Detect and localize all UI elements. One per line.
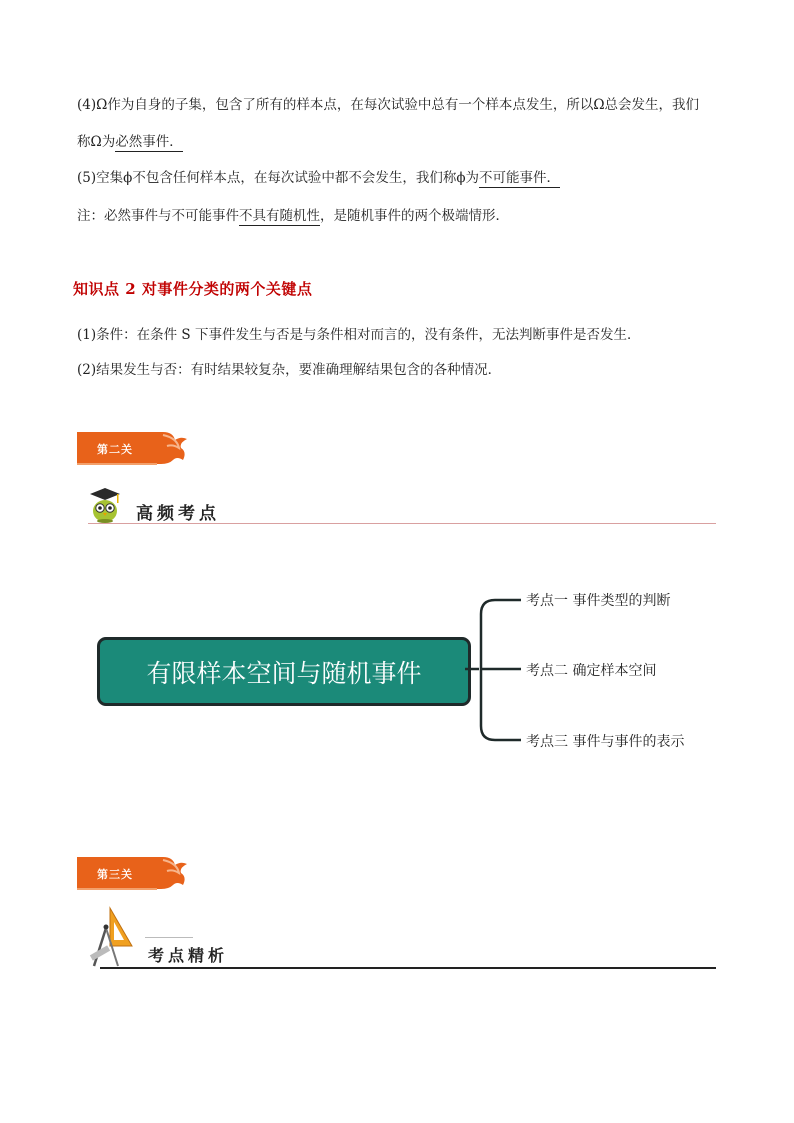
level-3-banner-label: 第三关 (97, 868, 133, 881)
section-divider-1 (88, 523, 716, 524)
mindmap-branch-3: 考点三 事件与事件的表示 (526, 734, 685, 750)
level-2-banner-label: 第二关 (97, 443, 133, 456)
knowledge-point-title: 知识点 2 对事件分类的两个关键点 (73, 280, 313, 298)
paragraph-4-line2 (77, 132, 183, 152)
knowledge-point-item-2: (2)结果发生与否：有时结果较复杂，要准确理解结果包含的各种情况． (77, 362, 502, 378)
note-suffix: ，是随机事件的两个极端情形． (320, 208, 509, 224)
mindmap-center-label: 有限样本空间与随机事件 (146, 658, 422, 688)
note-prefix: 注：必然事件与不可能事件 (77, 208, 239, 224)
owl-graduate-icon (87, 486, 123, 528)
banner-ribbon-icon (77, 855, 189, 891)
knowledge-point-item-1: (1)条件：在条件 S 下事件发生与否是与条件相对而言的，没有条件，无法判断事件是否发生． (77, 327, 641, 343)
section-accent-line (145, 937, 193, 938)
note-paragraph (77, 206, 509, 226)
section-title-analysis: 考点精析 (148, 946, 229, 965)
section-divider-2 (100, 967, 716, 969)
banner-ribbon-icon (77, 430, 189, 466)
paragraph-5 (77, 168, 560, 188)
level-2-banner (77, 430, 189, 466)
section-title-high-frequency: 高频考点 (136, 504, 220, 524)
mindmap-branch-2: 考点二 确定样本空间 (526, 663, 657, 679)
paragraph-4-line1: (4)Ω作为自身的子集，包含了所有的样本点，在每次试验中总有一个样本点发生，所以Ω总会发生，我们 (77, 97, 700, 113)
mindmap-connectors (465, 590, 535, 750)
mindmap-center-node (97, 637, 471, 706)
paragraph-5-prefix: (5)空集ϕ不包含任何样本点，在每次试验中都不会发生，我们称ϕ为 (77, 170, 480, 186)
term-no-randomness: 不具有随机性 (239, 208, 320, 224)
term-certain-event: 必然事件． (115, 134, 183, 150)
paragraph-4-prefix: 称Ω为 (77, 134, 116, 150)
mindmap-branch-1: 考点一 事件类型的判断 (526, 593, 671, 609)
level-3-banner (77, 855, 189, 891)
term-impossible-event: 不可能事件． (479, 170, 561, 186)
ruler-compass-icon (88, 906, 136, 972)
